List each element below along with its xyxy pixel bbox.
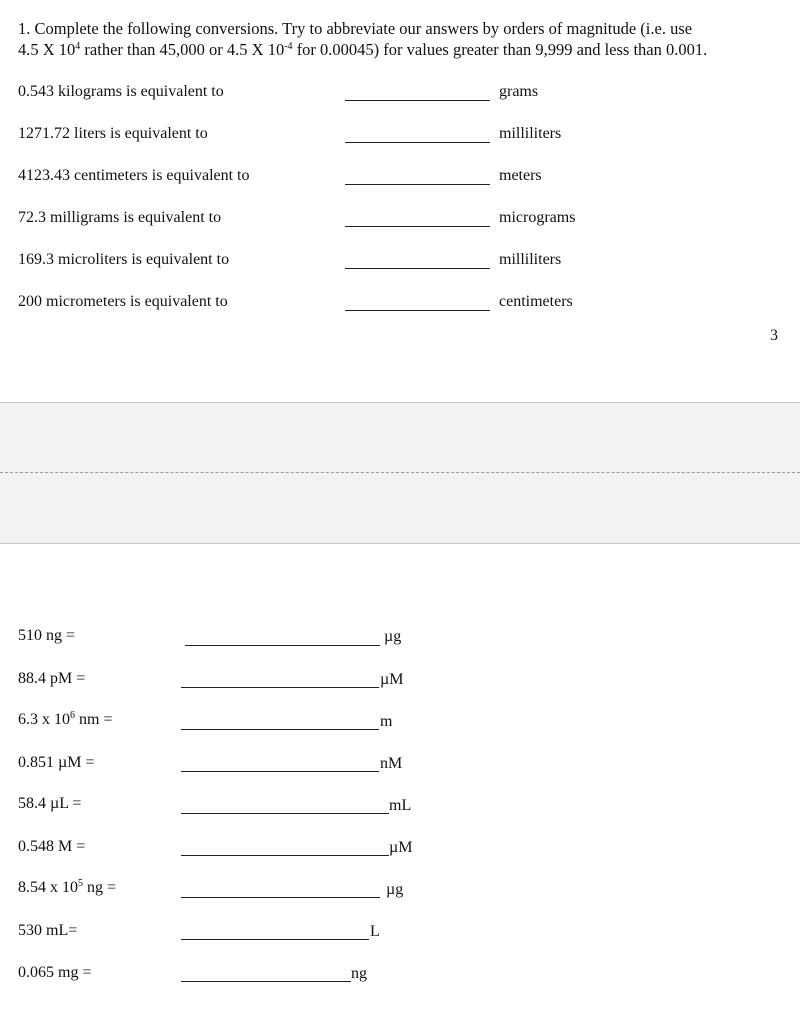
instructions-line2-c: for 0.00045) for values greater than 9,999 and less than 0.001. — [292, 40, 708, 59]
answer-blank[interactable] — [345, 226, 490, 227]
question-label — [18, 879, 116, 897]
question-label-base: 6.3 x 10 — [18, 711, 70, 728]
answer-blank[interactable] — [345, 142, 490, 143]
answer-unit: µM — [389, 839, 413, 856]
answer-unit: µg — [384, 628, 402, 645]
answer-unit: milliliters — [499, 125, 562, 142]
answer-blank[interactable] — [345, 184, 490, 185]
answer-unit: micrograms — [499, 209, 576, 226]
question-label-rest: ng = — [83, 879, 117, 896]
answer-unit: meters — [499, 167, 542, 184]
answer-blank[interactable] — [181, 855, 389, 856]
page-break — [0, 402, 800, 544]
question-label: 72.3 milligrams is equivalent to — [18, 209, 222, 226]
answer-unit: centimeters — [499, 293, 573, 310]
instructions-line2-b: rather than 45,000 or 4.5 X 10 — [80, 40, 285, 59]
question-label — [18, 711, 112, 729]
question-label: 58.4 µL = — [18, 795, 82, 812]
instructions-line2-a: 4.5 X 10 — [18, 40, 76, 59]
answer-blank[interactable] — [181, 729, 379, 730]
question-label-exponent: 5 — [78, 878, 83, 889]
answer-blank[interactable] — [181, 771, 379, 772]
question-label: 4123.43 centimeters is equivalent to — [18, 167, 250, 184]
answer-blank[interactable] — [345, 310, 490, 311]
answer-blank[interactable] — [345, 268, 490, 269]
answer-blank[interactable] — [181, 687, 379, 688]
question-label: 88.4 pM = — [18, 670, 86, 687]
instructions-line2 — [18, 39, 788, 60]
page-number: 3 — [770, 327, 778, 344]
question-label: 0.548 M = — [18, 838, 86, 855]
question-label-base: 8.54 x 10 — [18, 879, 78, 896]
question-label: 1271.72 liters is equivalent to — [18, 125, 208, 142]
instructions — [18, 18, 788, 60]
answer-blank[interactable] — [181, 897, 380, 898]
answer-blank[interactable] — [185, 645, 380, 646]
question-label: 0.851 µM = — [18, 754, 95, 771]
instructions-line1: 1. Complete the following conversions. Try to abbreviate our answers by orders of magnitude (i.e. use — [18, 19, 693, 38]
answer-unit: L — [370, 923, 380, 940]
question-label: 0.065 mg = — [18, 964, 92, 981]
answer-unit: µM — [380, 671, 404, 688]
answer-unit: milliliters — [499, 251, 562, 268]
answer-unit: nM — [380, 755, 403, 772]
question-label-rest: nm = — [75, 711, 113, 728]
page-break-line — [0, 472, 800, 473]
instructions-sup2: -4 — [284, 41, 293, 52]
answer-blank[interactable] — [181, 981, 351, 982]
question-label: 169.3 microliters is equivalent to — [18, 251, 230, 268]
question-label: 510 ng = — [18, 627, 76, 644]
answer-unit: ng — [351, 965, 367, 982]
question-label: 200 micrometers is equivalent to — [18, 293, 228, 310]
question-label: 530 mL= — [18, 922, 78, 939]
answer-unit: grams — [499, 83, 539, 100]
question-label-exponent: 6 — [70, 710, 75, 721]
question-label: 0.543 kilograms is equivalent to — [18, 83, 224, 100]
answer-blank[interactable] — [181, 939, 369, 940]
answer-unit: mL — [389, 797, 412, 814]
answer-blank[interactable] — [181, 813, 389, 814]
answer-unit: m — [380, 713, 393, 730]
instructions-sup1: 4 — [75, 41, 81, 52]
answer-blank[interactable] — [345, 100, 490, 101]
answer-unit: µg — [386, 881, 404, 898]
